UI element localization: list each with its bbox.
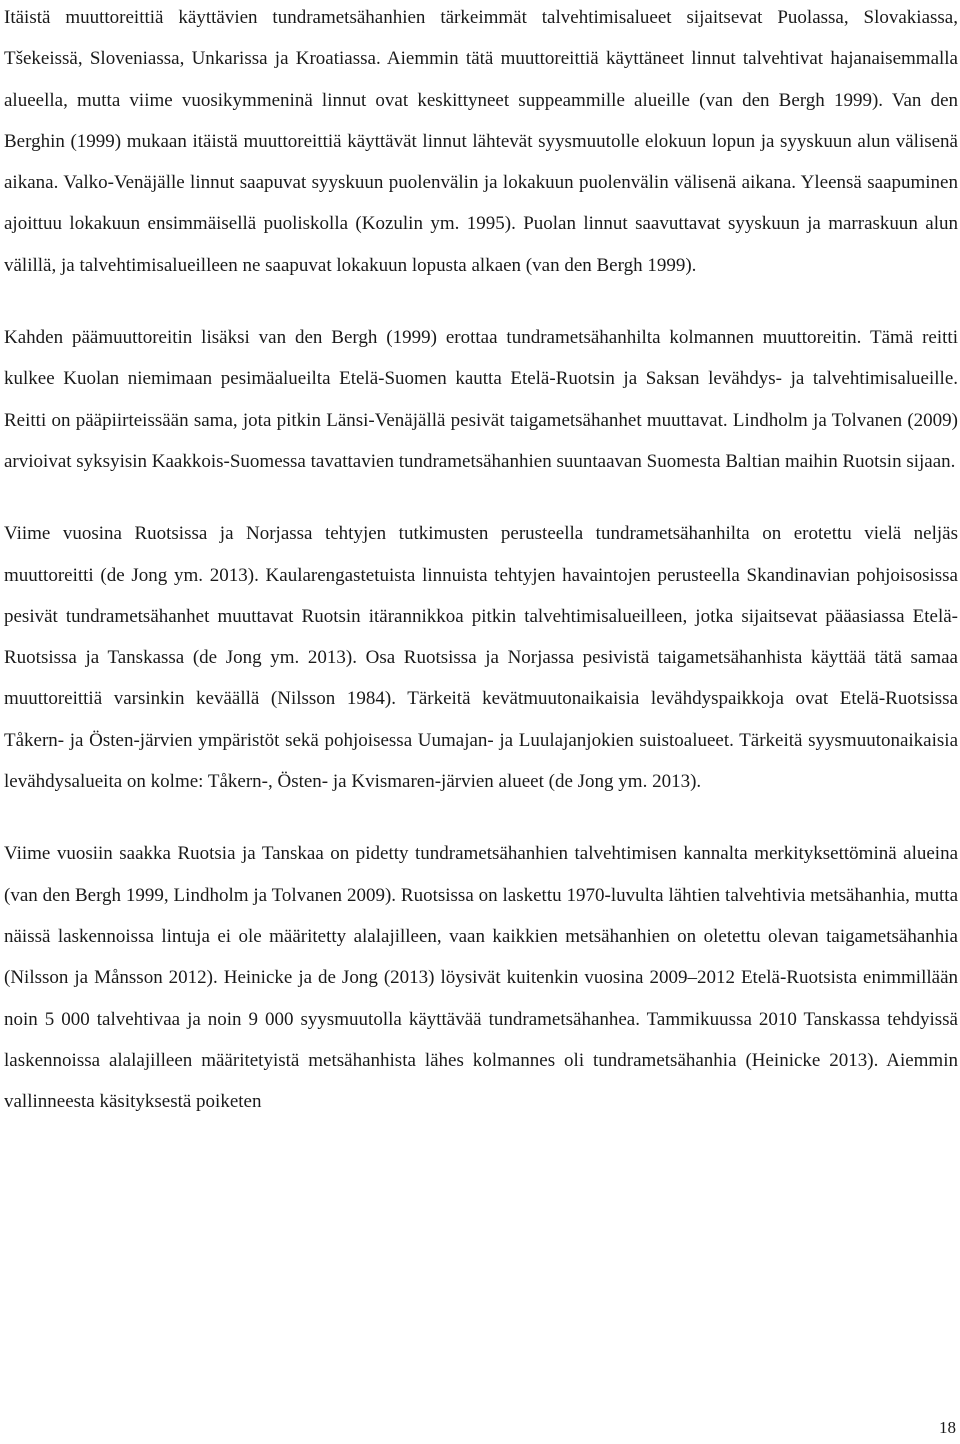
paragraph-third-route: Kahden päämuuttoreitin lisäksi van den Bergh (1999) erottaa tundrametsähanhilta kolmannen muuttoreitin. Tämä reitti kulkee Kuolan niemimaan pesimäalueilta Etelä-Suomen kautta Etelä-Ruotsin ja Saksan levähdys- ja talvehtimisalueille. Reitti on pääpiirteissään sama, jota pitkin Länsi-Venäjällä pesivät taigametsähanhet muuttavat. Lindholm ja Tolvanen (2009) arvioivat syksyisin Kaakkois-Suomessa tavattavien tundrametsähanhien suuntaavan Suomesta Baltian maihin Ruotsin sijaan. <box>4 327 958 472</box>
paragraph-sweden-denmark-wintering: Viime vuosiin saakka Ruotsia ja Tanskaa on pidetty tundrametsähanhien talvehtimisen kannalta merkityksettöminä alueina (van den Bergh 1999, Lindholm ja Tolvanen 2009). Ruotsissa on laskettu 1970-luvulta lähtien talvehtivia metsähanhia, mutta näissä laskennoissa lintuja ei ole määritetty alalajilleen, vaan kaikkien metsähanhien on oletettu olevan taigametsähanhia (Nilsson ja Månsson 2012). Heinicke ja de Jong (2013) löysivät kuitenkin vuosina 2009–2012 Etelä-Ruotsista enimmillään noin 5 000 talvehtivaa ja noin 9 000 syysmuutolla käyttävää tundrametsähanhea. Tammikuussa 2010 Tanskassa tehdyissä laskennoissa alalajilleen määritetyistä metsähanhista lähes kolmannes oli tundrametsähanhia (Heinicke 2013). Aiemmin vallinneesta käsityksestä poiketen <box>4 843 958 1113</box>
page-number: 18 <box>939 1418 956 1437</box>
body-text <box>4 0 958 1122</box>
paragraph-eastern-route: Itäistä muuttoreittiä käyttävien tundrametsähanhien tärkeimmät talvehtimisalueet sijaitsevat Puolassa, Slovakiassa, Tšekeissä, Sloveniassa, Unkarissa ja Kroatiassa. Aiemmin tätä muuttoreittiä käyttäneet linnut talvehtivat hajanaisemmalla alueella, mutta viime vuosikymmeninä linnut ovat keskittyneet suppeammille alueille (van den Bergh 1999). Van den Berghin (1999) mukaan itäistä muuttoreittiä käyttävät linnut lähtevät syysmuutolle elokuun lopun ja syyskuun alun välisenä aikana. Valko-Venäjälle linnut saapuvat syyskuun puolenvälin ja lokakuun puolenvälin välisenä aikana. Yleensä saapuminen ajoittuu lokakuun ensimmäisellä puoliskolla (Kozulin ym. 1995). Puolan linnut saavuttavat syyskuun ja marraskuun alun välillä, ja talvehtimisalueilleen ne saapuvat lokakuun lopusta alkaen (van den Bergh 1999). <box>4 7 958 276</box>
paragraph-fourth-route: Viime vuosina Ruotsissa ja Norjassa tehtyjen tutkimusten perusteella tundrametsähanhilta on erotettu vielä neljäs muuttoreitti (de Jong ym. 2013). Kaularengastetuista linnuista tehtyjen havaintojen perusteella Skandinavian pohjoisosissa pesivät tundrametsähanhet muuttavat Ruotsin itärannikkoa pitkin talvehtimisalueilleen, jotka sijaitsevat pääasiassa Etelä-Ruotsissa ja Tanskassa (de Jong ym. 2013). Osa Ruotsissa ja Norjassa pesivistä taigametsähanhista käyttää tätä samaa muuttoreittiä varsinkin keväällä (Nilsson 1984). Tärkeitä kevätmuutonaikaisia levähdyspaikkoja ovat Etelä-Ruotsissa Tåkern- ja Östen-järvien ympäristöt sekä pohjoisessa Uumajan- ja Luulajanjokien suistoalueet. Tärkeitä syysmuutonaikaisia levähdysalueita on kolme: Tåkern-, Östen- ja Kvismaren-järvien alueet (de Jong ym. 2013). <box>4 523 958 793</box>
